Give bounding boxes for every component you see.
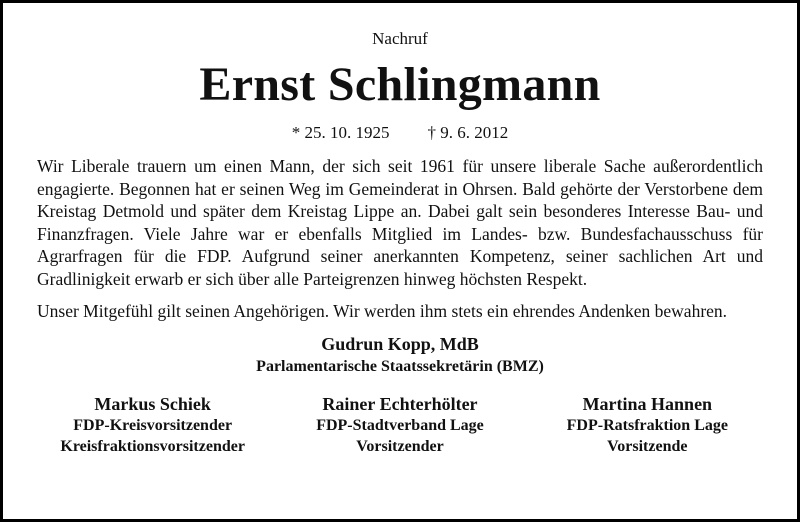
signer-role: Kreisfraktionsvorsitzender — [60, 437, 245, 455]
signer-role: Vorsitzende — [607, 437, 688, 455]
signer — [524, 393, 771, 457]
life-dates — [37, 123, 763, 143]
primary-signer-name: Gudrun Kopp, MdB — [321, 333, 479, 354]
notice-heading: Nachruf — [372, 29, 428, 48]
deceased-name: Ernst Schlingmann — [199, 58, 601, 111]
signer-role: FDP-Ratsfraktion Lage — [566, 416, 728, 434]
signer-role: Vorsitzender — [356, 437, 444, 455]
signer — [276, 393, 523, 457]
body-paragraph: Unser Mitgefühl gilt seinen Angehörigen. Wir werden ihm stets ein ehrendes Andenken bewahren. — [37, 301, 728, 321]
signers-row — [29, 393, 771, 457]
death-date: † 9. 6. 2012 — [427, 123, 509, 142]
birth-date: * 25. 10. 1925 — [291, 123, 390, 142]
signer-name: Martina Hannen — [582, 393, 713, 414]
signer-name: Rainer Echterhölter — [322, 393, 478, 414]
signer-name: Markus Schiek — [94, 393, 211, 414]
notice-body — [37, 155, 763, 323]
signer-role: FDP-Stadtverband Lage — [316, 416, 484, 434]
primary-signer — [37, 333, 763, 377]
signer-role: FDP-Kreisvorsitzender — [73, 416, 233, 434]
primary-signer-role: Parlamentarische Staatssekretärin (BMZ) — [256, 357, 544, 375]
signer — [29, 393, 276, 457]
body-paragraph: Wir Liberale trauern um einen Mann, der sich seit 1961 für unsere liberale Sache außerordentlich engagierte. Begonnen hat er seinen Weg im Gemeinderat in Ohrsen. Bald gehörte der Verstorbene dem Kreistag Detmold und später dem Kreistag Lippe an. Dabei galt sein besonderes Interesse Bau- und Finanzfragen. Viele Jahre war er ebenfalls Mitglied im Landes- bzw. Bundesfachausschuss für Agrarfragen für die FDP. Aufgrund seiner anerkannten Kompetenz, seiner sachlichen Art und Gradlinigkeit erwarb er sich über alle Parteigrenzen hinweg höchsten Respekt. — [37, 156, 763, 289]
